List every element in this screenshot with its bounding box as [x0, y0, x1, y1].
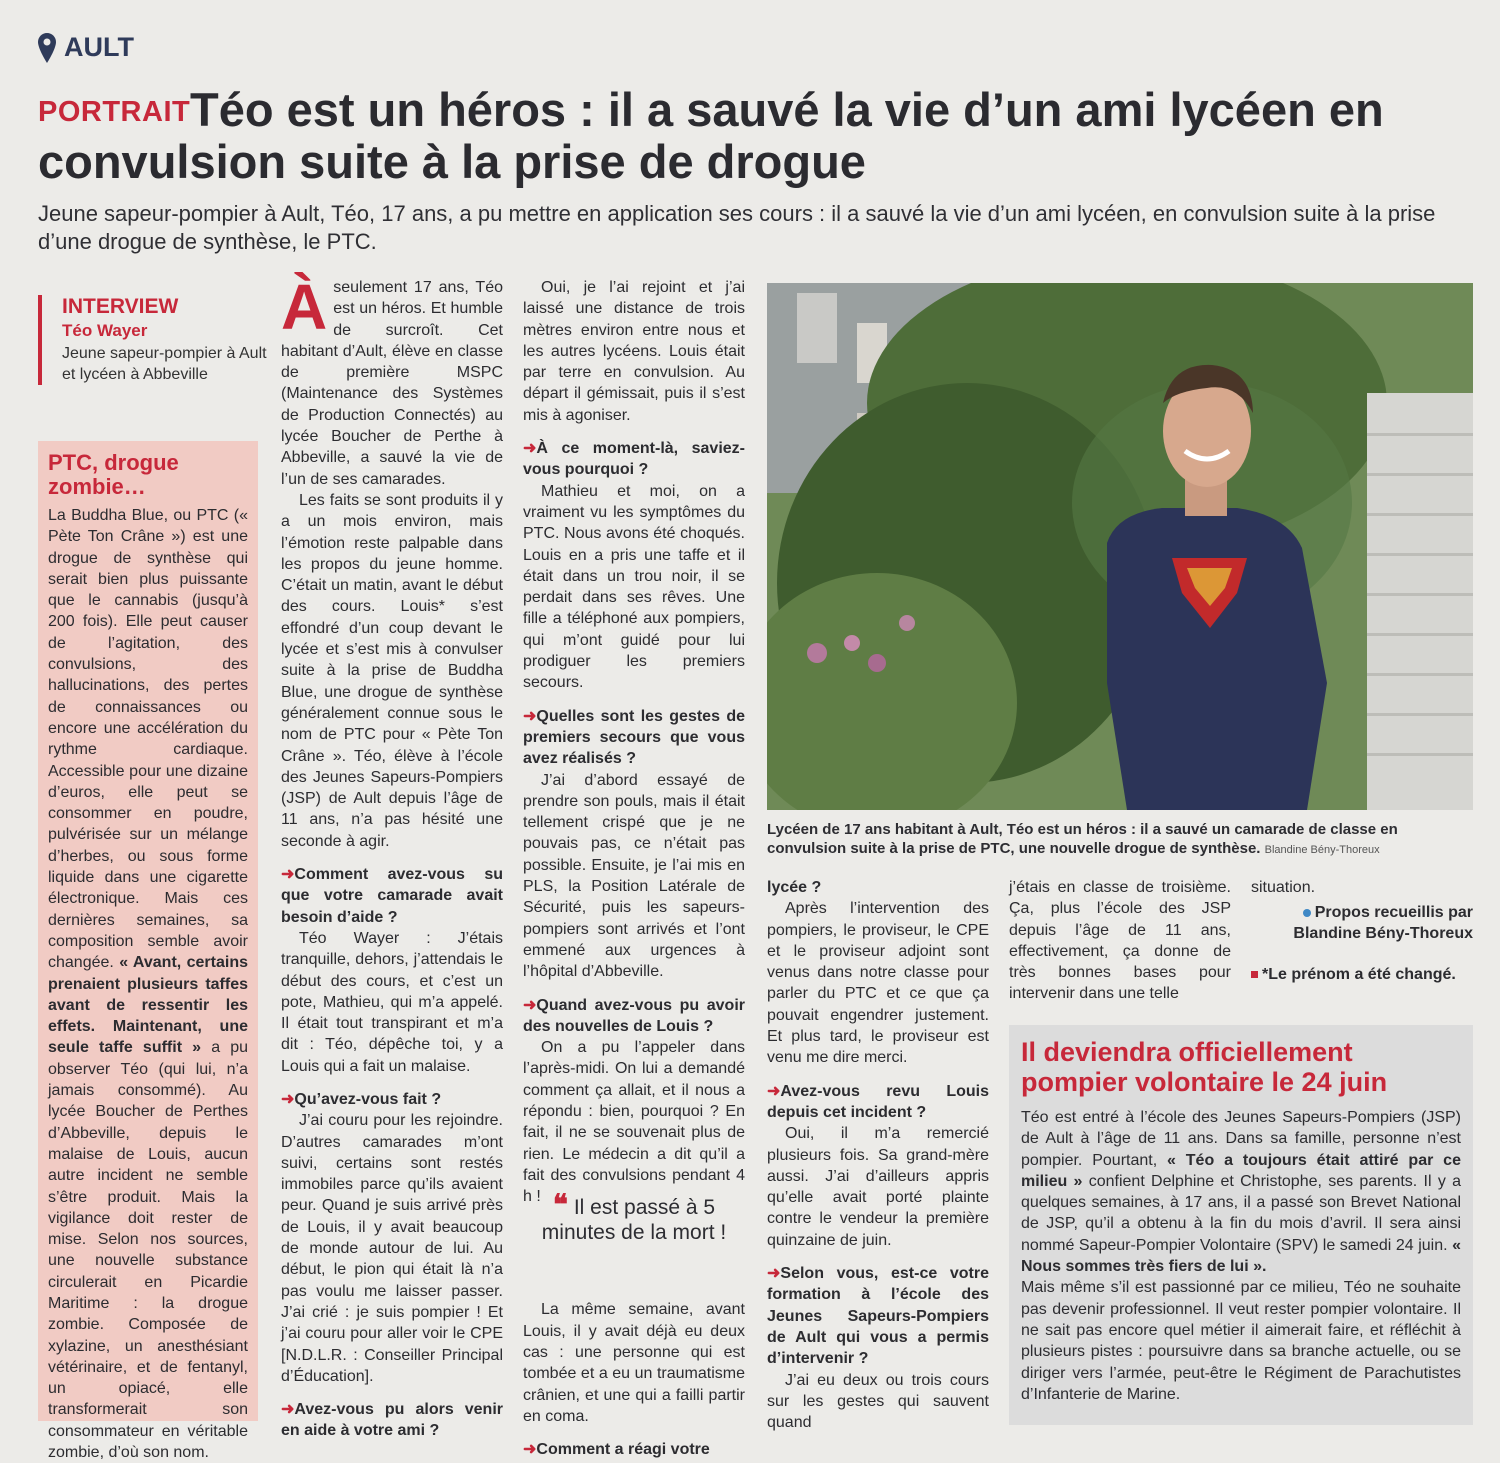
question-6: ➜Quand avez-vous pu avoir des nouvelles de Louis ?	[523, 996, 745, 1035]
question-9: ➜Selon vous, est-ce votre formation à l’école des Jeunes Sapeurs-Pompiers de Ault qui vous a permis d’intervenir ?	[767, 1265, 989, 1368]
box-quote-2: « Nous sommes très fiers de lui ».	[1021, 1236, 1461, 1276]
photo-credit: Blandine Bény-Thoreux	[1264, 844, 1380, 856]
byline-2: Blandine Bény-Thoreux	[1293, 925, 1473, 942]
article-column-5	[1251, 877, 1473, 898]
answer-7: Après l’intervention des pompiers, le proviseur, le CPE et le proviseur adjoint sont venus dans notre classe pour parler du PTC et ce que ça pouvait engendrer justement. Et plus tard, le proviseur est venu me dire merci.	[767, 900, 989, 1067]
info-box-text	[1021, 1107, 1461, 1405]
box-p1b: confient Delphine et Christophe, ses parents. Il y a quelques semaines, à 17 ans, il a passé son Brevet National de JSP, qu’il a obtenu à la fin du mois d’avril. Il sera ainsi nommé Sapeur-Pompier Volontaire (SPV) le samedi 24 juin.	[1021, 1172, 1461, 1254]
question-8: ➜Avez-vous revu Louis depuis cet incident ?	[767, 1082, 989, 1121]
interview-name: Téo Wayer	[62, 321, 148, 340]
question-2: ➜Qu’avez-vous fait ?	[281, 1090, 442, 1108]
box-quote-1: « Téo a toujours était attiré par ce milieu »	[1021, 1151, 1461, 1190]
paragraph-facts: Les faits se sont produits il y a un mois environ, mais l’émotion reste palpable dans les propos du jeune homme. C’était un matin, avant le début des cours. Louis* s’est effondré d’un coup devant le lycée et s’est mis à convulser suite à la prise de Buddha Blue, une drogue de synthèse généralement connue sous le nom de PTC pour « Pète Ton Crâne ». Téo, élève à l’école des Jeunes Sapeurs-Pompiers (JSP) de Ault depuis l’âge de 11 ans, n’a pas hésité une seconde à agir.	[281, 491, 503, 850]
question-1: ➜Comment avez-vous su que votre camarade avait besoin d’aide ?	[281, 866, 503, 926]
footnote	[1251, 966, 1473, 984]
byline-1: Propos recueillis par	[1314, 904, 1473, 921]
arrow-icon: ➜	[281, 1401, 295, 1419]
drop-cap: À	[281, 271, 328, 343]
bullet-dot-icon	[1303, 909, 1311, 917]
location-label	[38, 32, 134, 63]
info-box	[1009, 1025, 1473, 1425]
location-text: AULT	[64, 32, 134, 62]
pull-quote	[523, 1189, 745, 1245]
question-5: ➜Quelles sont les gestes de premiers secours que vous avez réalisés ?	[523, 707, 745, 768]
answer-9: J’ai eu deux ou trois cours sur les gestes qui sauvent quand	[767, 1371, 989, 1432]
interview-role: Jeune sapeur-pompier à Ault et lycéen à Abbeville	[62, 345, 267, 383]
box-p2: Mais même s’il est passionné par ce milieu, Téo ne souhaite pas devenir professionnel. Il veut rester pompier volontaire. Il ne sait pas encore quel métier il aimerait faire, et réfléchit à plusieurs pistes : poursuivre dans sa branche actuelle, ou se diriger vers l’armée, peut-être le Régiment de Parachutistes d’Infanterie de Marine.	[1021, 1279, 1461, 1403]
answer-9-cont: j’étais en classe de troisième. Ça, plus l’école des JSP depuis l’âge de 11 ans, effectivement, ça donne de très bonnes bases pour intervenir dans une telle	[1009, 879, 1231, 1003]
answer-4: Mathieu et moi, on a vraiment vu les symptômes du PTC. Nous avons été choqués. Louis en a pris une taffe et il était dans un trou noir, il se perdait dans ses rêves. Une fille a téléphoné aux pompiers, qui m’ont guidé pour lui prodiguer les premiers secours.	[523, 482, 745, 692]
sidebar-box	[38, 441, 258, 1462]
answer-1: Téo Wayer : J’étais tranquille, dehors, j’attendais le début des cours, et c’est un pote, Mathieu, qui m’a appelé. Il était tout transpirant et m’a dit : Téo, dépêche toi, y a Louis qui a fait un malaise.	[281, 929, 503, 1075]
answer-6b: La même semaine, avant Louis, il y avait déjà eu deux cas : une personne qui est tombée et a eu un traumatisme crânien, et une qui a failli partir en coma.	[523, 1301, 745, 1425]
sidebar-title: PTC, drogue zombie…	[48, 450, 179, 499]
portrait-photo	[767, 283, 1473, 810]
answer-6: On a pu l’appeler dans l’après-midi. On lui a demandé comment ça allait, et il nous a répondu : bien, pourquoi ? En fait, il ne se souvenait plus de rien. Le médecin a dit qu’il a fait des convulsions pendant 4 h !	[523, 1039, 745, 1206]
kicker: PORTRAIT	[38, 96, 191, 128]
article-column-1	[281, 271, 503, 1442]
question-7: ➜Comment a réagi votre	[523, 1441, 710, 1459]
arrow-icon: ➜	[281, 1090, 295, 1108]
sidebar-text-b: a pu observer Téo (qui lui, n’a jamais consommé). Au lycée Boucher de Perthes d’Abbeville, depuis le malaise de Louis, aucun autre incident ne semble s’être produit. Mais la vigilance doit rester de mise. Selon nos sources, une nouvelle substance circulerait en Picardie Maritime : la drogue zombie. Composée de xylazine, un anesthésiant vétérinaire, et de fentanyl, un opiacé, elle transformerait son consommateur en véritable zombie, d’où son nom.	[48, 1039, 249, 1462]
interview-block	[38, 295, 277, 385]
question-3: ➜Avez-vous pu alors venir en aide à votre ami ?	[281, 1401, 503, 1440]
article-column-3	[767, 877, 989, 1433]
box-p1a: Téo est entré à l’école des Jeunes Sapeurs-Pompiers (JSP) de Ault à l’âge de 11 ans. Dans sa famille, personne n’est pompier. Pourtant,	[1021, 1109, 1461, 1169]
photo-caption-text: Lycéen de 17 ans habitant à Ault, Téo est un héros : il a sauvé un camarade de classe en convulsion suite à la prise de PTC, une nouvelle drogue de synthèse.	[767, 821, 1398, 857]
arrow-icon: ➜	[523, 996, 537, 1014]
article-column-2	[523, 277, 745, 1461]
info-box-title: Il deviendra officiellement pompier volontaire le 24 juin	[1021, 1037, 1388, 1097]
quote-mark-icon: ❝	[552, 1189, 568, 1220]
square-bullet-icon	[1251, 971, 1258, 978]
pull-quote-text: Il est passé à 5 minutes de la mort !	[541, 1196, 727, 1244]
answer-5: J’ai d’abord essayé de prendre son pouls, mais il était tellement crispé que je ne pouvais pas, ce n’était pas possible. Ensuite, je l’ai mis en PLS, la Position Latérale de Sécurité, puis les sapeurs-pompiers sont arrivés et l’ont emmené aux urgences à l’hôpital d’Abbeville.	[523, 771, 745, 981]
arrow-icon: ➜	[523, 1441, 537, 1459]
arrow-icon: ➜	[281, 866, 295, 884]
sidebar-text-a: La Buddha Blue, ou PTC (« Pète Ton Crâne ») est une drogue de synthèse qui serait bien plus puissante que le cannabis (jusqu’à 200 fois). Elle peut causer de l’agitation, des convulsions, des hallucinations, des pertes de connaissances ou encore une accélération du rythme cardiaque. Accessible pour une dizaine d’euros, elle peut se consommer en poudre, pulvérisée sur un mélange d’herbes, ou sous forme liquide dans une cigarette électronique. Mais ces dernières semaines, sa composition semble avoir changée.	[48, 507, 248, 972]
standfirst: Jeune sapeur-pompier à Ault, Téo, 17 ans, a pu mettre en application ses cours : il a sauvé la vie d’un ami lycéen, en convulsion suite à la prise d’une drogue de synthèse, le PTC.	[38, 201, 1436, 254]
sidebar-text	[48, 505, 248, 1463]
question-4: ➜À ce moment-là, saviez-vous pourquoi ?	[523, 440, 745, 479]
interview-label: INTERVIEW	[62, 295, 179, 318]
sidebar-quote: « Avant, certains prenaient plusieurs taffes avant de ressentir les effets. Maintenant, une seule taffe suffit »	[48, 954, 248, 1057]
arrow-icon: ➜	[767, 1082, 781, 1100]
arrow-icon: ➜	[523, 440, 537, 458]
paragraph-intro: seulement 17 ans, Téo est un héros. Et humble de surcroît. Cet habitant d’Ault, élève en classe de première MSPC (Maintenance des Systèmes de Production Connectés) au lycée Boucher de Perthe à Abbeville, a sauvé la vie de l’un de ses camarades.	[281, 279, 503, 488]
location-pin-icon	[38, 33, 56, 63]
answer-8: Oui, il m’a remercié plusieurs fois. Sa grand-mère aussi. J’ai d’ailleurs appris qu’elle avait porté plainte contre le vendeur la première quinzaine de juin.	[767, 1125, 989, 1249]
answer-3: Oui, je l’ai rejoint et j’ai laissé une distance de trois mètres environ entre nous et les autres lycéens. Louis était par terre en convulsion. Au départ il gémissait, puis il s’est mis à agoniser.	[523, 279, 745, 424]
footnote-text: *Le prénom a été changé.	[1262, 966, 1456, 983]
headline: Téo est un héros : il a sauvé la vie d’un ami lycéen en convulsion suite à la prise de drogue	[38, 83, 1384, 188]
answer-9-end: situation.	[1251, 879, 1316, 896]
answer-2: J’ai couru pour les rejoindre. D’autres camarades m’ont suivi, certains sont restés immobiles parce qu’ils avaient peur. Quand je suis arrivé près de Louis, il y avait beaucoup de monde autour de lui. Au début, le pion qui était là n’a pas voulu me laisser passer. J’ai crié : je suis pompier ! Et j’ai couru pour aller voir le CPE [N.D.L.R. : Conseiller Principal d’Éducation].	[281, 1112, 503, 1385]
byline	[1251, 902, 1473, 944]
photo-illustration	[767, 283, 1473, 810]
arrow-icon: ➜	[767, 1265, 781, 1283]
question-7-end: lycée ?	[767, 879, 822, 896]
article-column-4	[1009, 877, 1231, 1005]
photo-caption	[767, 820, 1473, 860]
arrow-icon: ➜	[523, 707, 537, 725]
